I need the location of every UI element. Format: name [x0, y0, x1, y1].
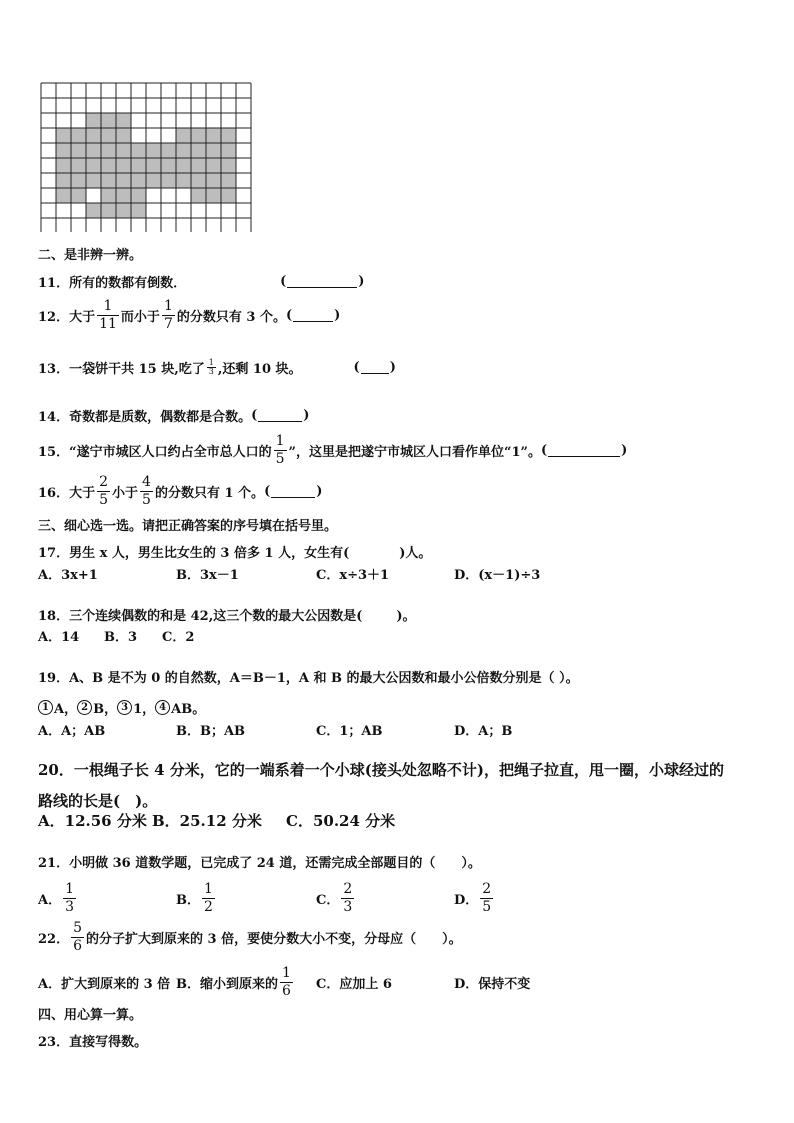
section-3-heading: 三、细心选一选。请把正确答案的序号填在括号里。	[38, 519, 338, 534]
option-a[interactable]: A． $\frac{1}{3}$	[38, 880, 75, 915]
question-11: 11．所有的数都有倒数． ( )	[38, 274, 365, 291]
question-15: 15．“遂宁市城区人口约占全市总人口的 $\frac{1}{5}$ ”，这里是把遂宁市城区人口看作单位“1”。 ( )	[38, 433, 628, 467]
shaded-cell	[146, 143, 161, 158]
shaded-cell	[101, 128, 116, 143]
fraction: $\frac{1}{11}$	[99, 298, 117, 332]
section-2-heading: 二、是非辨一辨。	[38, 248, 143, 263]
section-4-heading: 四、用心算一算。	[38, 1008, 143, 1023]
circled-number-4: 4	[155, 700, 170, 715]
fraction: $\frac{1}{7}$	[163, 298, 173, 332]
shaded-cell	[221, 188, 236, 203]
fraction: $\frac{1}{5}$	[275, 433, 285, 467]
shaded-cell	[161, 158, 176, 173]
shaded-cell	[206, 128, 221, 143]
question-13: 13．一袋饼干共 15 块,吃了 $\frac{1}{3}$ ,还剩 10 块。 ( )	[38, 358, 396, 377]
answer-blank[interactable]	[293, 310, 333, 322]
fraction: $\frac{1}{6}$	[282, 964, 291, 999]
option-b[interactable]: B． $\frac{1}{2}$	[176, 880, 213, 915]
shaded-cell	[86, 128, 101, 143]
shaded-cell	[86, 158, 101, 173]
option-a[interactable]: A．14	[38, 629, 80, 645]
question-14: 14．奇数都是质数，偶数都是合数。 ( )	[38, 408, 310, 425]
question-19-choices: 1 A， 2 B， 3 1， 4 AB。	[38, 698, 205, 717]
shaded-grid-figure	[40, 82, 252, 232]
shaded-cell	[146, 173, 161, 188]
question-23: 23．直接写得数。	[38, 1035, 148, 1050]
fraction: $\frac{4}{5}$	[142, 474, 151, 508]
question-19: 19．A、B 是不为 0 的自然数，A＝B－1，A 和 B 的最大公因数和最小公倍数分别是（ ）。	[38, 671, 579, 686]
shaded-cell	[116, 158, 131, 173]
shaded-cell	[116, 143, 131, 158]
fraction: $\frac{2}{3}$	[343, 880, 353, 915]
shaded-cell	[221, 173, 236, 188]
option-c[interactable]: C．x÷3＋1	[316, 567, 390, 583]
option-a[interactable]: A．A；AB	[38, 723, 106, 739]
shaded-cell	[101, 158, 116, 173]
fraction: $\frac{2}{5}$	[99, 474, 109, 508]
shaded-cell	[131, 143, 146, 158]
shaded-cell	[116, 128, 131, 143]
answer-blank[interactable]	[361, 362, 389, 374]
shaded-cell	[206, 143, 221, 158]
shaded-cell	[206, 158, 221, 173]
shaded-cell	[56, 188, 71, 203]
question-20-cont: 路线的长是( )。	[38, 792, 158, 810]
option-b[interactable]: B．B；AB	[176, 723, 246, 739]
shaded-cell	[71, 143, 86, 158]
shaded-cell	[56, 128, 71, 143]
shaded-cell	[191, 173, 206, 188]
shaded-cell	[86, 203, 101, 218]
question-18: 18．三个连续偶数的和是 42,这三个数的最大公因数是( )。	[38, 609, 416, 624]
fraction: $\frac{1}{3}$	[208, 358, 214, 376]
shaded-cell	[206, 173, 221, 188]
shaded-cell	[86, 173, 101, 188]
option-b[interactable]: B．3x－1	[176, 567, 239, 583]
option-c[interactable]: C． $\frac{2}{3}$	[316, 880, 353, 915]
shaded-cell	[221, 128, 236, 143]
circled-number-2: 2	[77, 700, 92, 715]
shaded-cell	[131, 173, 146, 188]
fraction: $\frac{1}{3}$	[65, 880, 75, 915]
shaded-cell	[221, 158, 236, 173]
shaded-cell	[191, 143, 206, 158]
question-22: 22． $\frac{5}{6}$ 的分子扩大到原来的 3 倍，要使分数大小不变，分母应（ ）。	[38, 920, 462, 954]
shaded-cell	[101, 173, 116, 188]
circled-number-3: 3	[117, 700, 132, 715]
shaded-cell	[71, 158, 86, 173]
shaded-cell	[56, 173, 71, 188]
shaded-cell	[101, 188, 116, 203]
shaded-cell	[191, 158, 206, 173]
fraction: $\frac{5}{6}$	[73, 920, 83, 954]
answer-blank[interactable]	[287, 276, 357, 288]
shaded-cell	[191, 188, 206, 203]
answer-blank[interactable]	[258, 410, 302, 422]
shaded-cell	[221, 143, 236, 158]
shaded-cell	[71, 173, 86, 188]
option-d[interactable]: D．A；B	[454, 723, 513, 739]
option-b[interactable]: B．缩小到原来的 $\frac{1}{6}$	[176, 964, 291, 999]
shaded-cell	[131, 203, 146, 218]
shaded-cell	[116, 203, 131, 218]
shaded-cell	[56, 158, 71, 173]
shaded-cell	[101, 143, 116, 158]
shaded-cell	[131, 158, 146, 173]
shaded-cell	[161, 173, 176, 188]
shaded-cell	[176, 143, 191, 158]
shaded-cell	[116, 173, 131, 188]
answer-blank[interactable]	[548, 445, 620, 457]
shaded-cell	[191, 128, 206, 143]
option-a[interactable]: A．12.56 分米	[38, 811, 147, 830]
shaded-cell	[131, 188, 146, 203]
shaded-cell	[56, 143, 71, 158]
shaded-cell	[116, 113, 131, 128]
shaded-cell	[71, 188, 86, 203]
option-c[interactable]: C．应加上 6	[316, 976, 392, 992]
shaded-cell	[101, 203, 116, 218]
question-16: 16．大于 $\frac{2}{5}$ 小于 $\frac{4}{5}$ 的分数只有 1 个。 ( )	[38, 474, 323, 508]
option-d[interactable]: D．(x－1)÷3	[454, 567, 541, 583]
shaded-cell	[86, 113, 101, 128]
option-d[interactable]: D．保持不变	[454, 976, 531, 992]
option-c[interactable]: C．50.24 分米	[286, 811, 396, 830]
fraction: $\frac{2}{5}$	[482, 880, 492, 915]
question-22-options	[38, 962, 758, 1002]
shaded-cell	[101, 113, 116, 128]
fraction: $\frac{1}{2}$	[204, 880, 213, 915]
shaded-cell	[71, 128, 86, 143]
circled-number-1: 1	[38, 700, 53, 715]
question-21: 21．小明做 36 道数学题，已完成了 24 道，还需完成全部题目的（ ）。	[38, 856, 481, 871]
shaded-cell	[176, 128, 191, 143]
shaded-cell	[86, 143, 101, 158]
question-17: 17．男生 x 人，男生比女生的 3 倍多 1 人，女生有( )人。	[38, 546, 432, 561]
option-b[interactable]: B．25.12 分米	[152, 811, 262, 830]
shaded-cell	[116, 188, 131, 203]
option-a[interactable]: A．扩大到原来的 3 倍	[38, 976, 171, 992]
shaded-cell	[176, 158, 191, 173]
question-12: 12．大于 $\frac{1}{11}$ 而小于 $\frac{1}{7}$ 的分数只有 3 个。 ( )	[38, 298, 341, 332]
option-c[interactable]: C．2	[162, 629, 195, 645]
answer-blank[interactable]	[271, 486, 315, 498]
question-21-options	[38, 878, 758, 918]
option-b[interactable]: B．3	[104, 629, 138, 645]
option-a[interactable]: A．3x+1	[38, 567, 98, 583]
shaded-cell	[206, 188, 221, 203]
shaded-cell	[176, 173, 191, 188]
question-20: 20．一根绳子长 4 分米，它的一端系着一个小球(接头处忽略不计)，把绳子拉直，甩一圈，小球经过的	[38, 761, 724, 779]
option-d[interactable]: D． $\frac{2}{5}$	[454, 880, 492, 915]
shaded-cell	[161, 143, 176, 158]
option-c[interactable]: C．1；AB	[316, 723, 383, 739]
shaded-cell	[146, 158, 161, 173]
